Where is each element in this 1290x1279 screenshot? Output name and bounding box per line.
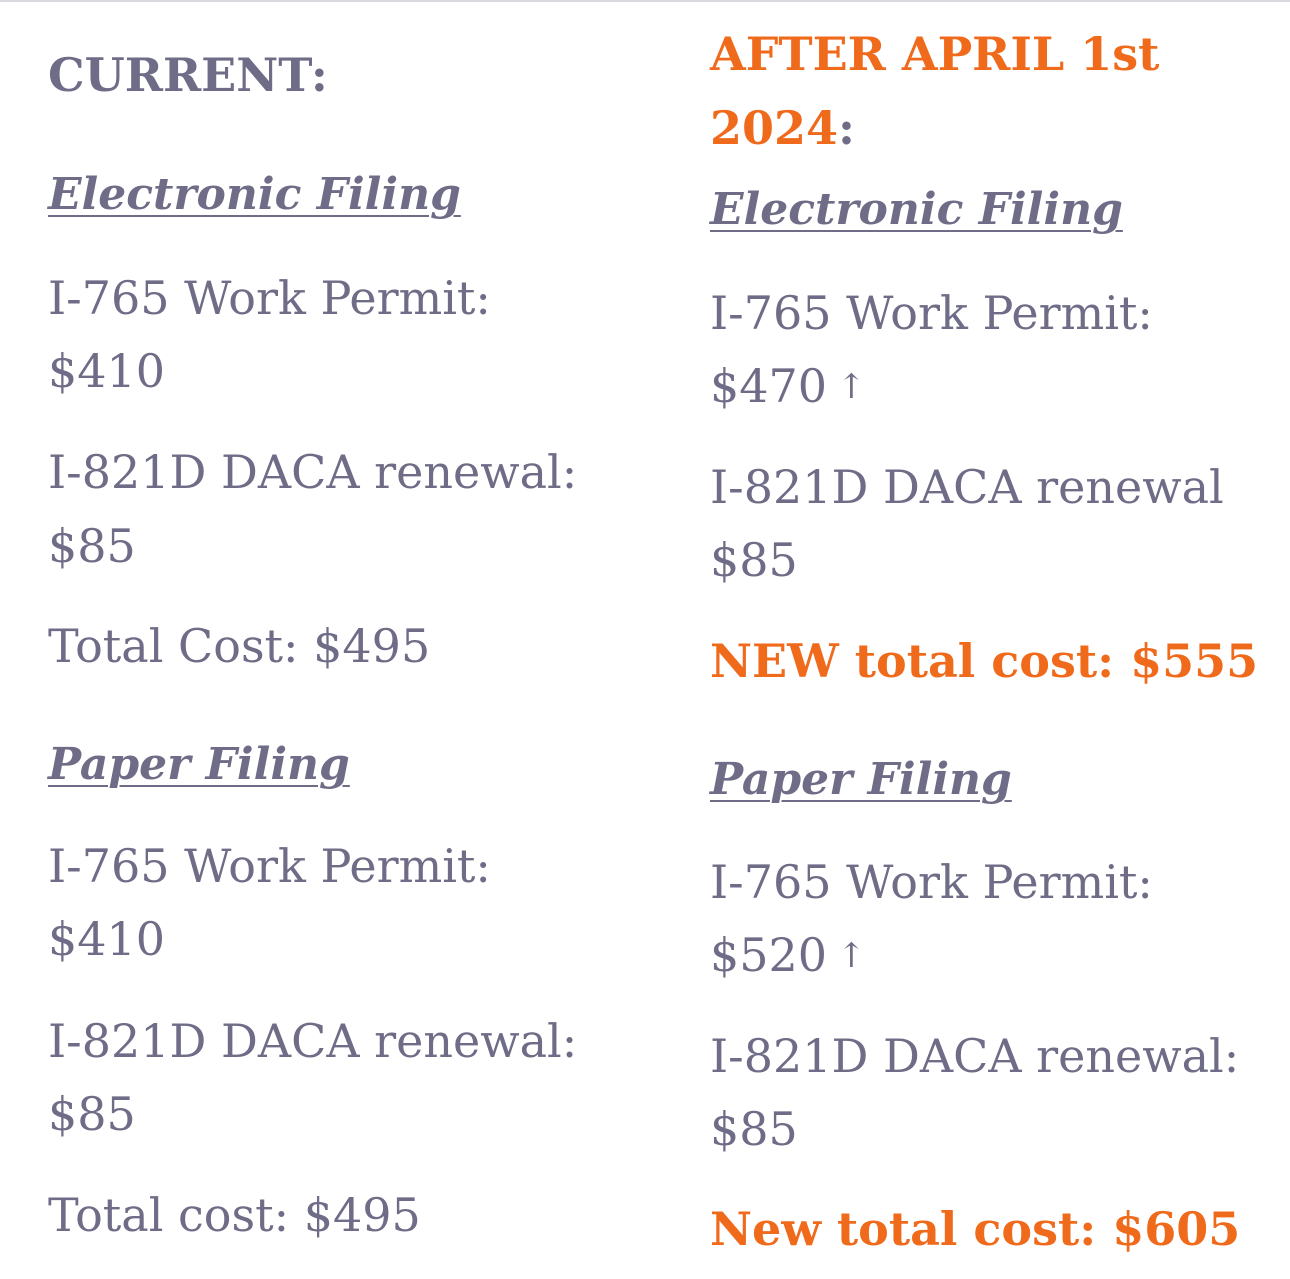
top-divider bbox=[0, 0, 1290, 2]
after-heading-colon: : bbox=[838, 101, 856, 155]
current-paper-i821-label: I-821D DACA renewal: bbox=[48, 1014, 578, 1068]
current-paper-total: Total cost: $495 bbox=[48, 1188, 421, 1242]
current-electronic-i821-label: I-821D DACA renewal: bbox=[48, 445, 578, 499]
new-electronic-i821-value: $85 bbox=[710, 533, 798, 587]
current-paper-i765-value: $410 bbox=[48, 912, 166, 966]
new-paper-i765-row bbox=[710, 925, 866, 986]
new-paper-i821-label: I-821D DACA renewal: bbox=[710, 1029, 1240, 1083]
new-paper-i821-value: $85 bbox=[710, 1102, 798, 1156]
new-paper-i765-label: I-765 Work Permit: bbox=[710, 855, 1153, 909]
after-heading-line1: AFTER APRIL 1st bbox=[710, 27, 1160, 81]
current-paper-filing-title: Paper Filing bbox=[48, 739, 350, 790]
current-electronic-filing-title: Electronic Filing bbox=[48, 169, 461, 220]
new-electronic-i821-label: I-821D DACA renewal bbox=[710, 460, 1224, 514]
current-paper-i765-label: I-765 Work Permit: bbox=[48, 839, 491, 893]
up-arrow-icon: ↑ bbox=[837, 936, 866, 976]
current-heading: CURRENT: bbox=[48, 48, 328, 102]
current-electronic-total: Total Cost: $495 bbox=[48, 619, 431, 673]
new-paper-total: New total cost: $605 bbox=[710, 1202, 1241, 1256]
new-electronic-i765-label: I-765 Work Permit: bbox=[710, 286, 1153, 340]
current-electronic-i765-label: I-765 Work Permit: bbox=[48, 271, 491, 325]
new-paper-i765-value: $520 bbox=[710, 928, 828, 982]
new-electronic-i765-row bbox=[710, 356, 866, 417]
new-paper-filing-title: Paper Filing bbox=[710, 754, 1012, 805]
current-electronic-i821-value: $85 bbox=[48, 519, 136, 573]
new-electronic-filing-title: Electronic Filing bbox=[710, 184, 1123, 235]
after-heading-year: 2024 bbox=[710, 101, 839, 155]
up-arrow-icon: ↑ bbox=[837, 367, 866, 407]
new-electronic-i765-value: $470 bbox=[710, 359, 828, 413]
current-electronic-i765-value: $410 bbox=[48, 344, 166, 398]
current-paper-i821-value: $85 bbox=[48, 1087, 136, 1141]
new-electronic-total: NEW total cost: $555 bbox=[710, 634, 1259, 688]
after-heading-line2 bbox=[710, 98, 855, 158]
